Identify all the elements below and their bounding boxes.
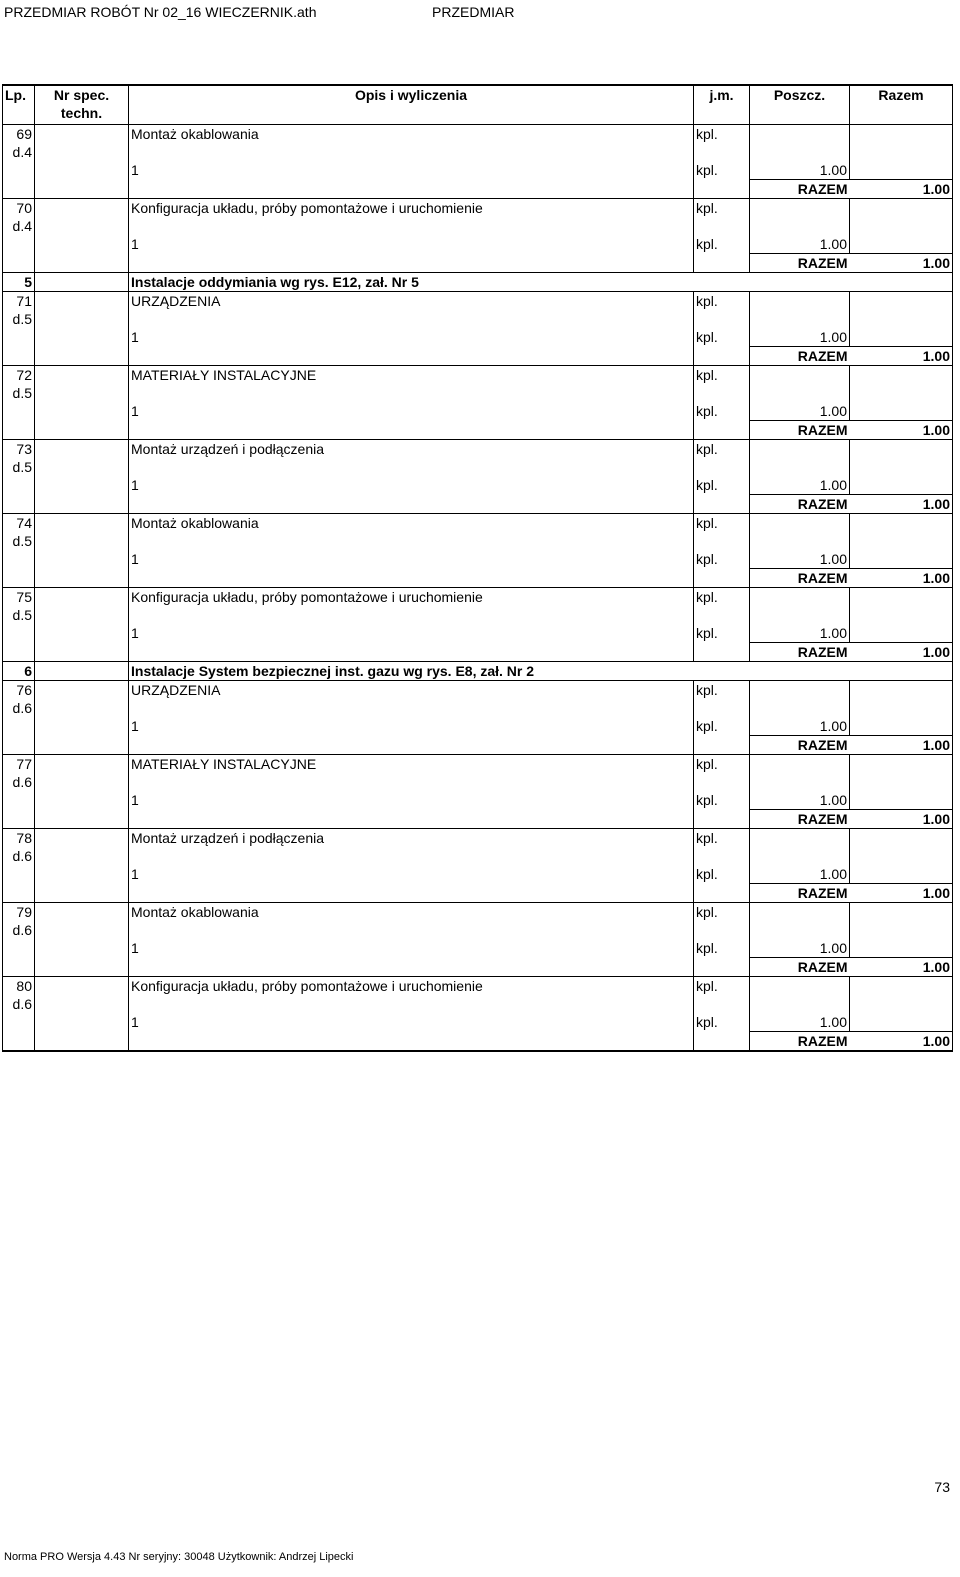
item-total-value: 1.00 xyxy=(850,884,953,903)
item-total-label: RAZEM xyxy=(750,884,850,903)
item-spec-code: d.6 xyxy=(3,699,35,736)
item-desc-space xyxy=(129,180,694,199)
item-calc-row xyxy=(3,458,953,495)
item-spec-code: d.4 xyxy=(3,143,35,180)
item-lp-space xyxy=(3,810,35,829)
item-calculation: 1 xyxy=(131,329,139,345)
item-qty-empty xyxy=(750,199,850,218)
item-lp-space xyxy=(3,569,35,588)
item-row xyxy=(3,292,953,311)
item-description: MATERIAŁY INSTALACYJNE xyxy=(129,755,694,774)
item-spec-space xyxy=(35,347,129,366)
item-number: 70 xyxy=(3,199,35,218)
item-description: Konfiguracja układu, próby pomontażowe i uruchomienie xyxy=(129,588,694,607)
item-spec-empty xyxy=(35,606,129,643)
item-total-value: 1.00 xyxy=(850,958,953,977)
item-spec-space xyxy=(35,421,129,440)
item-qty-empty xyxy=(750,588,850,607)
item-total-label: RAZEM xyxy=(750,495,850,514)
item-spec-empty xyxy=(35,310,129,347)
item-total-value: 1.00 xyxy=(850,495,953,514)
item-desc-space xyxy=(129,421,694,440)
item-spec-code: d.5 xyxy=(3,458,35,495)
item-total-row xyxy=(3,810,953,829)
item-spec-code: d.5 xyxy=(3,606,35,643)
item-total-row xyxy=(3,421,953,440)
item-spec-code: d.6 xyxy=(3,847,35,884)
item-unit-space xyxy=(694,736,750,755)
item-calculation: 1 xyxy=(131,792,139,808)
item-description: Montaż urządzeń i podłączenia xyxy=(129,829,694,848)
item-calc-row xyxy=(3,384,953,421)
col-header-razem: Razem xyxy=(850,85,953,125)
item-total-space xyxy=(850,606,953,643)
item-lp-space xyxy=(3,884,35,903)
item-number: 80 xyxy=(3,977,35,996)
item-spec xyxy=(35,829,129,848)
item-total-value: 1.00 xyxy=(850,810,953,829)
col-header-spec xyxy=(35,85,129,125)
item-quantity: 1.00 xyxy=(750,532,850,569)
section-number: 5 xyxy=(3,273,35,292)
item-spec-code: d.4 xyxy=(3,217,35,254)
item-calc-row xyxy=(3,217,953,254)
item-desc-space xyxy=(129,569,694,588)
item-unit: kpl. xyxy=(694,755,750,774)
item-calc-row xyxy=(3,921,953,958)
item-desc-space xyxy=(129,736,694,755)
item-total-row xyxy=(3,495,953,514)
item-spec xyxy=(35,292,129,311)
item-spec-empty xyxy=(35,143,129,180)
item-spec-empty xyxy=(35,921,129,958)
item-total-value: 1.00 xyxy=(850,736,953,755)
item-total-space xyxy=(850,458,953,495)
item-total-label: RAZEM xyxy=(750,254,850,273)
item-lp-space xyxy=(3,180,35,199)
table-header-row xyxy=(3,85,953,125)
item-spec-space xyxy=(35,736,129,755)
item-unit: kpl. xyxy=(694,125,750,144)
item-row xyxy=(3,199,953,218)
item-total-empty xyxy=(850,366,953,385)
item-total-space xyxy=(850,143,953,180)
item-total-space xyxy=(850,773,953,810)
item-quantity: 1.00 xyxy=(750,995,850,1032)
item-unit-space xyxy=(694,884,750,903)
item-number: 78 xyxy=(3,829,35,848)
item-calculation: 1 xyxy=(131,625,139,641)
item-total-label: RAZEM xyxy=(750,810,850,829)
item-spec-empty xyxy=(35,773,129,810)
item-lp-space xyxy=(3,421,35,440)
item-unit-space xyxy=(694,347,750,366)
item-total-label: RAZEM xyxy=(750,643,850,662)
item-total-empty xyxy=(850,829,953,848)
item-qty-empty xyxy=(750,292,850,311)
item-spec xyxy=(35,125,129,144)
item-spec-space xyxy=(35,810,129,829)
item-total-empty xyxy=(850,681,953,700)
document-type: PRZEDMIAR xyxy=(432,4,515,20)
item-calc-unit: kpl. xyxy=(694,310,750,347)
item-quantity: 1.00 xyxy=(750,699,850,736)
item-calculation: 1 xyxy=(131,403,139,419)
item-lp-space xyxy=(3,347,35,366)
item-quantity: 1.00 xyxy=(750,217,850,254)
item-unit-space xyxy=(694,180,750,199)
item-quantity: 1.00 xyxy=(750,458,850,495)
item-total-space xyxy=(850,995,953,1032)
item-spec-space xyxy=(35,495,129,514)
item-number: 71 xyxy=(3,292,35,311)
item-total-row xyxy=(3,180,953,199)
item-spec xyxy=(35,588,129,607)
item-total-value: 1.00 xyxy=(850,643,953,662)
item-unit: kpl. xyxy=(694,903,750,922)
item-spec-code: d.6 xyxy=(3,773,35,810)
item-spec-empty xyxy=(35,532,129,569)
item-total-label: RAZEM xyxy=(750,421,850,440)
item-desc-space xyxy=(129,958,694,977)
item-spec xyxy=(35,903,129,922)
item-calc-row xyxy=(3,532,953,569)
item-total-empty xyxy=(850,977,953,996)
item-description: Montaż okablowania xyxy=(129,514,694,533)
item-unit-space xyxy=(694,810,750,829)
item-number: 79 xyxy=(3,903,35,922)
item-unit: kpl. xyxy=(694,199,750,218)
item-calc-unit: kpl. xyxy=(694,847,750,884)
item-total-space xyxy=(850,384,953,421)
item-quantity: 1.00 xyxy=(750,606,850,643)
col-header-spec-line2: techn. xyxy=(60,105,103,121)
item-total-row xyxy=(3,958,953,977)
item-calc-unit: kpl. xyxy=(694,921,750,958)
software-footer: Norma PRO Wersja 4.43 Nr seryjny: 30048 Użytkownik: Andrzej Lipecki xyxy=(4,1551,354,1563)
item-row xyxy=(3,681,953,700)
item-calculation: 1 xyxy=(131,940,139,956)
item-spec xyxy=(35,681,129,700)
item-calc-unit: kpl. xyxy=(694,458,750,495)
item-unit-space xyxy=(694,643,750,662)
item-spec-space xyxy=(35,254,129,273)
item-spec-space xyxy=(35,643,129,662)
item-total-value: 1.00 xyxy=(850,180,953,199)
item-total-space xyxy=(850,217,953,254)
item-row xyxy=(3,514,953,533)
item-calc-unit: kpl. xyxy=(694,532,750,569)
item-description: Montaż okablowania xyxy=(129,903,694,922)
item-desc-space xyxy=(129,643,694,662)
item-unit-space xyxy=(694,1032,750,1052)
item-calc-row xyxy=(3,995,953,1032)
item-spec-space xyxy=(35,569,129,588)
section-row xyxy=(3,662,953,681)
item-description: Konfiguracja układu, próby pomontażowe i uruchomienie xyxy=(129,977,694,996)
item-calculation: 1 xyxy=(131,236,139,252)
item-unit: kpl. xyxy=(694,681,750,700)
page-number: 73 xyxy=(934,1479,950,1495)
item-calc-unit: kpl. xyxy=(694,995,750,1032)
item-total-row xyxy=(3,569,953,588)
item-spec-code: d.6 xyxy=(3,995,35,1032)
item-calculation: 1 xyxy=(131,866,139,882)
item-spec-code: d.6 xyxy=(3,921,35,958)
item-total-value: 1.00 xyxy=(850,254,953,273)
item-spec-empty xyxy=(35,458,129,495)
item-qty-empty xyxy=(750,829,850,848)
item-spec-code: d.5 xyxy=(3,384,35,421)
item-spec xyxy=(35,977,129,996)
item-row xyxy=(3,903,953,922)
item-calculation: 1 xyxy=(131,162,139,178)
col-header-spec-line1: Nr spec. xyxy=(53,87,110,103)
item-total-space xyxy=(850,310,953,347)
item-unit: kpl. xyxy=(694,588,750,607)
item-row xyxy=(3,588,953,607)
item-lp-space xyxy=(3,736,35,755)
item-calc-unit: kpl. xyxy=(694,143,750,180)
item-number: 77 xyxy=(3,755,35,774)
item-row xyxy=(3,440,953,459)
item-calc-row xyxy=(3,310,953,347)
item-spec xyxy=(35,440,129,459)
item-desc-space xyxy=(129,254,694,273)
item-number: 69 xyxy=(3,125,35,144)
item-calc-unit: kpl. xyxy=(694,773,750,810)
item-description: Montaż urządzeń i podłączenia xyxy=(129,440,694,459)
item-total-label: RAZEM xyxy=(750,569,850,588)
item-calculation: 1 xyxy=(131,718,139,734)
item-total-row xyxy=(3,254,953,273)
item-spec-space xyxy=(35,180,129,199)
item-unit: kpl. xyxy=(694,366,750,385)
item-qty-empty xyxy=(750,755,850,774)
item-unit-space xyxy=(694,569,750,588)
item-calc-row xyxy=(3,773,953,810)
item-total-space xyxy=(850,921,953,958)
item-desc-space xyxy=(129,1032,694,1052)
item-description: Montaż okablowania xyxy=(129,125,694,144)
col-header-opis: Opis i wyliczenia xyxy=(129,85,694,125)
item-lp-space xyxy=(3,495,35,514)
item-desc-space xyxy=(129,495,694,514)
item-unit-space xyxy=(694,254,750,273)
item-number: 74 xyxy=(3,514,35,533)
section-row xyxy=(3,273,953,292)
item-total-empty xyxy=(850,514,953,533)
item-row xyxy=(3,125,953,144)
item-unit-space xyxy=(694,495,750,514)
estimate-table xyxy=(2,84,953,1052)
item-total-label: RAZEM xyxy=(750,736,850,755)
item-qty-empty xyxy=(750,903,850,922)
item-unit: kpl. xyxy=(694,440,750,459)
item-total-label: RAZEM xyxy=(750,958,850,977)
item-qty-empty xyxy=(750,366,850,385)
item-total-value: 1.00 xyxy=(850,1032,953,1052)
item-unit: kpl. xyxy=(694,292,750,311)
item-calc-unit: kpl. xyxy=(694,384,750,421)
section-title: Instalacje System bezpiecznej inst. gazu wg rys. E8, zał. Nr 2 xyxy=(129,662,953,681)
item-total-space xyxy=(850,699,953,736)
item-desc-space xyxy=(129,810,694,829)
item-total-empty xyxy=(850,588,953,607)
item-lp-space xyxy=(3,643,35,662)
item-quantity: 1.00 xyxy=(750,773,850,810)
item-spec-code: d.5 xyxy=(3,310,35,347)
page-header xyxy=(4,4,956,22)
item-calc-unit: kpl. xyxy=(694,606,750,643)
item-spec-space xyxy=(35,1032,129,1052)
item-desc-space xyxy=(129,884,694,903)
item-total-row xyxy=(3,736,953,755)
item-description: MATERIAŁY INSTALACYJNE xyxy=(129,366,694,385)
item-description: URZĄDZENIA xyxy=(129,681,694,700)
item-spec-code: d.5 xyxy=(3,532,35,569)
item-row xyxy=(3,755,953,774)
item-unit: kpl. xyxy=(694,977,750,996)
item-total-space xyxy=(850,532,953,569)
col-header-jm: j.m. xyxy=(694,85,750,125)
item-row xyxy=(3,977,953,996)
item-calculation: 1 xyxy=(131,551,139,567)
item-calc-unit: kpl. xyxy=(694,217,750,254)
item-total-value: 1.00 xyxy=(850,421,953,440)
item-spec xyxy=(35,514,129,533)
item-number: 75 xyxy=(3,588,35,607)
item-total-empty xyxy=(850,440,953,459)
item-spec-space xyxy=(35,884,129,903)
item-total-empty xyxy=(850,292,953,311)
item-qty-empty xyxy=(750,977,850,996)
item-total-value: 1.00 xyxy=(850,569,953,588)
item-spec-empty xyxy=(35,384,129,421)
item-calc-row xyxy=(3,143,953,180)
item-spec xyxy=(35,366,129,385)
col-header-lp: Lp. xyxy=(3,85,35,125)
document-filename: PRZEDMIAR ROBÓT Nr 02_16 WIECZERNIK.ath xyxy=(4,4,317,20)
item-spec-empty xyxy=(35,995,129,1032)
item-calc-row xyxy=(3,699,953,736)
item-spec xyxy=(35,755,129,774)
item-lp-space xyxy=(3,958,35,977)
section-number: 6 xyxy=(3,662,35,681)
item-total-label: RAZEM xyxy=(750,180,850,199)
item-total-row xyxy=(3,884,953,903)
section-title: Instalacje oddymiania wg rys. E12, zał. Nr 5 xyxy=(129,273,953,292)
item-quantity: 1.00 xyxy=(750,310,850,347)
item-desc-space xyxy=(129,347,694,366)
item-total-row xyxy=(3,643,953,662)
item-spec-empty xyxy=(35,699,129,736)
item-calc-row xyxy=(3,847,953,884)
item-total-row xyxy=(3,347,953,366)
item-spec-empty xyxy=(35,217,129,254)
item-lp-space xyxy=(3,1032,35,1052)
item-quantity: 1.00 xyxy=(750,143,850,180)
item-quantity: 1.00 xyxy=(750,384,850,421)
item-spec xyxy=(35,199,129,218)
item-total-empty xyxy=(850,199,953,218)
item-number: 73 xyxy=(3,440,35,459)
item-unit: kpl. xyxy=(694,514,750,533)
item-spec-empty xyxy=(35,847,129,884)
item-total-empty xyxy=(850,125,953,144)
item-calculation: 1 xyxy=(131,1014,139,1030)
item-calc-row xyxy=(3,606,953,643)
item-quantity: 1.00 xyxy=(750,847,850,884)
item-unit: kpl. xyxy=(694,829,750,848)
item-unit-space xyxy=(694,421,750,440)
item-quantity: 1.00 xyxy=(750,921,850,958)
item-total-row xyxy=(3,1032,953,1052)
item-qty-empty xyxy=(750,681,850,700)
item-total-empty xyxy=(850,755,953,774)
item-qty-empty xyxy=(750,514,850,533)
item-lp-space xyxy=(3,254,35,273)
item-total-label: RAZEM xyxy=(750,347,850,366)
item-number: 76 xyxy=(3,681,35,700)
item-spec-space xyxy=(35,958,129,977)
item-total-label: RAZEM xyxy=(750,1032,850,1052)
item-unit-space xyxy=(694,958,750,977)
item-total-value: 1.00 xyxy=(850,347,953,366)
item-qty-empty xyxy=(750,125,850,144)
item-total-space xyxy=(850,847,953,884)
item-row xyxy=(3,829,953,848)
item-calc-unit: kpl. xyxy=(694,699,750,736)
section-spec xyxy=(35,273,129,292)
item-total-empty xyxy=(850,903,953,922)
item-number: 72 xyxy=(3,366,35,385)
table-body xyxy=(3,125,953,1052)
item-calculation: 1 xyxy=(131,477,139,493)
item-description: Konfiguracja układu, próby pomontażowe i uruchomienie xyxy=(129,199,694,218)
item-row xyxy=(3,366,953,385)
item-description: URZĄDZENIA xyxy=(129,292,694,311)
section-spec xyxy=(35,662,129,681)
col-header-poszcz: Poszcz. xyxy=(750,85,850,125)
item-qty-empty xyxy=(750,440,850,459)
